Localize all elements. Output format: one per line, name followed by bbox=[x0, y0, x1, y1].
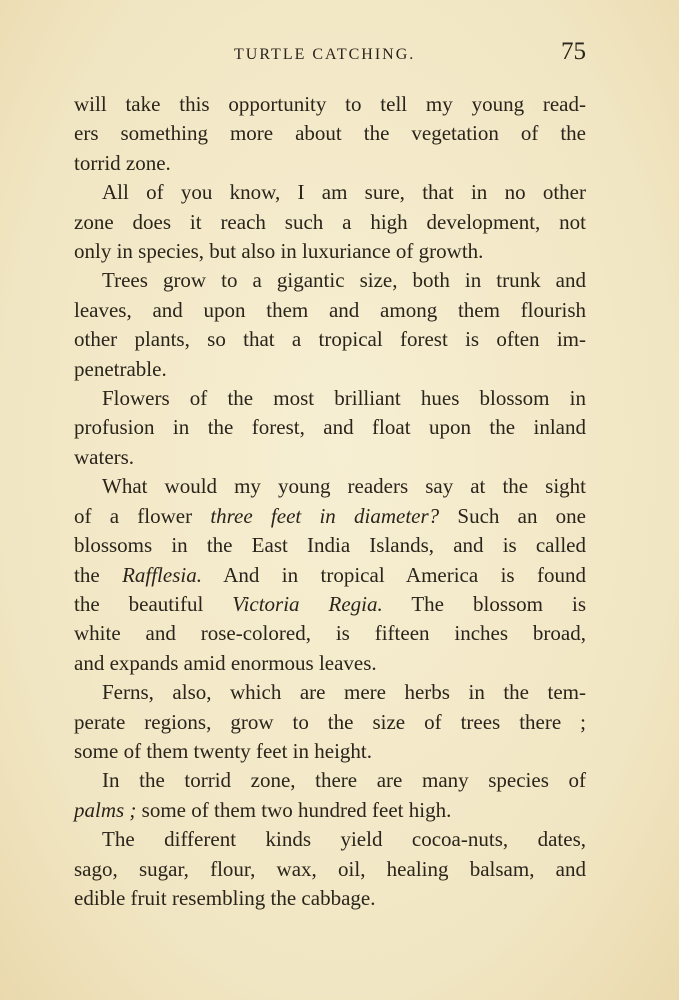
paragraph bbox=[74, 825, 586, 913]
text-line: zone does it reach such a high development, not bbox=[74, 209, 586, 234]
text-line: Flowers of the most brilliant hues blossom in bbox=[102, 386, 586, 411]
paragraph bbox=[74, 766, 586, 825]
text-line: only in species, but also in luxuriance of growth. bbox=[74, 239, 484, 264]
italic-phrase: three feet in diameter? bbox=[210, 503, 440, 528]
text-line: The different kinds yield cocoa-nuts, dates, bbox=[102, 827, 586, 852]
text-line: some of them twenty feet in height. bbox=[74, 738, 373, 763]
paragraph bbox=[74, 384, 586, 472]
text-line: sago, sugar, flour, wax, oil, healing balsam, and bbox=[74, 856, 586, 881]
text-line: will take this opportunity to tell my young read- bbox=[74, 92, 586, 116]
text-line: In the torrid zone, there are many species of bbox=[102, 768, 586, 793]
italic-phrase: palms ; bbox=[74, 797, 137, 822]
body-text bbox=[74, 90, 586, 913]
text-line: the Rafflesia. And in tropical America is found bbox=[74, 562, 586, 587]
italic-phrase: Rafflesia. bbox=[122, 562, 202, 587]
text-line: and expands amid enormous leaves. bbox=[74, 650, 377, 675]
text-line: All of you know, I am sure, that in no other bbox=[102, 180, 586, 205]
paragraph bbox=[74, 472, 586, 678]
text-line: Trees grow to a gigantic size, both in trunk and bbox=[102, 268, 586, 293]
text-line: perate regions, grow to the size of trees there ; bbox=[74, 709, 586, 734]
paragraph bbox=[74, 678, 586, 766]
page-number: 75 bbox=[561, 38, 586, 65]
text-line: of a flower three feet in diameter? Such an one bbox=[74, 503, 586, 528]
page-header bbox=[74, 38, 586, 68]
paragraph bbox=[74, 178, 586, 266]
text-line: leaves, and upon them and among them flourish bbox=[74, 297, 586, 322]
text-line: edible fruit resembling the cabbage. bbox=[74, 885, 376, 910]
paragraph bbox=[74, 266, 586, 384]
text-line: blossoms in the East India Islands, and is called bbox=[74, 533, 586, 558]
text-line: penetrable. bbox=[74, 356, 167, 381]
text-line: torrid zone. bbox=[74, 150, 171, 175]
text-line: other plants, so that a tropical forest is often im- bbox=[74, 327, 586, 352]
text-line: the beautiful Victoria Regia. The blossom is bbox=[74, 591, 586, 616]
italic-phrase: Victoria Regia. bbox=[232, 591, 383, 616]
text-line: Ferns, also, which are mere herbs in the tem- bbox=[102, 680, 586, 705]
paragraph bbox=[74, 90, 586, 178]
text-line: waters. bbox=[74, 444, 135, 469]
text-line: palms ; some of them two hundred feet high. bbox=[74, 797, 452, 822]
text-line: ers something more about the vegetation of the bbox=[74, 121, 586, 146]
text-line: white and rose-colored, is fifteen inches broad, bbox=[74, 621, 586, 646]
running-head: TURTLE CATCHING. bbox=[234, 46, 416, 63]
text-line: What would my young readers say at the sight bbox=[102, 474, 586, 499]
text-line: profusion in the forest, and float upon the inland bbox=[74, 415, 586, 440]
